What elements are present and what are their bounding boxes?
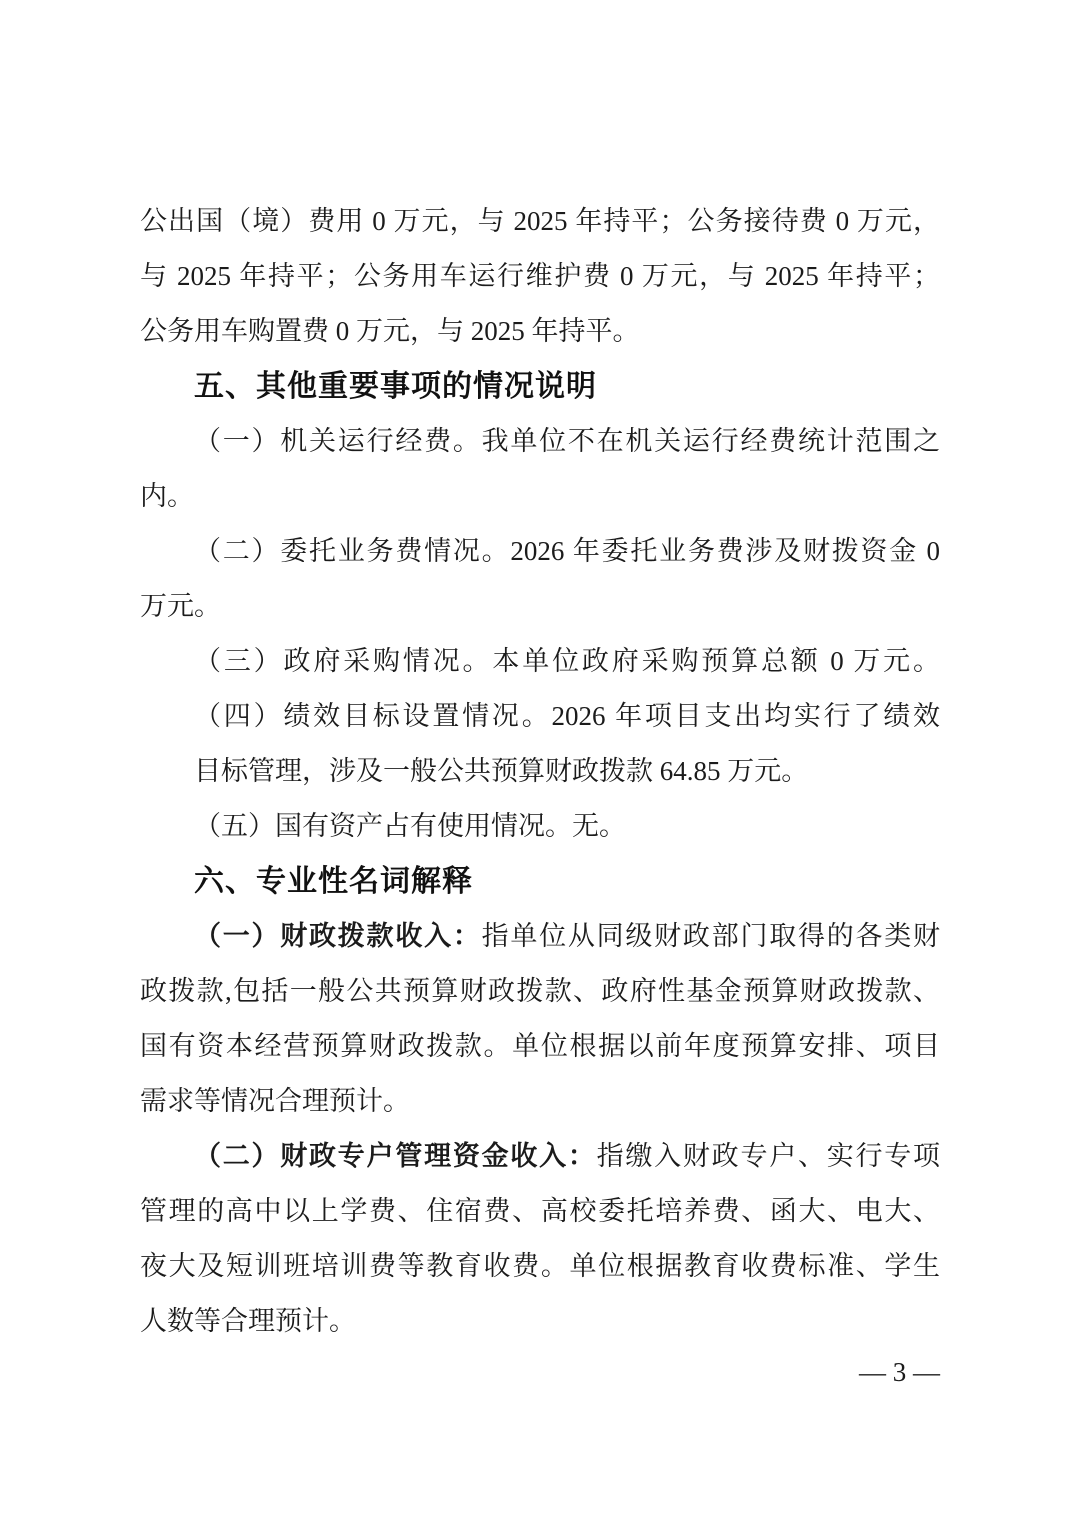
text-line: （一）机关运行经费。我单位不在机关运行经费统计范围之 [194, 426, 940, 456]
text-line: 需求等情况合理预计。 [140, 1086, 410, 1116]
text-line: （二）委托业务费情况。2026 年委托业务费涉及财拨资金 0 [194, 536, 940, 566]
text-line: （五）国有资产占有使用情况。无。 [194, 811, 626, 841]
section5-item-4 [140, 689, 940, 799]
text-line: 万元。 [140, 591, 221, 621]
term-definition-start: 指缴入财政专户、实行专项 [596, 1141, 941, 1171]
page-number: — 3 — [859, 1357, 940, 1387]
document-body [140, 194, 940, 1349]
term-label: （一）财政拨款收入： [194, 921, 482, 951]
section6-item-1 [140, 909, 940, 1129]
text-line: 与 2025 年持平；公务用车运行维护费 0 万元，与 2025 年持平； [140, 261, 940, 291]
paragraph-carryover [140, 194, 940, 359]
text-line: 管理的高中以上学费、住宿费、高校委托培养费、函大、电大、 [140, 1196, 940, 1226]
term-label: （二）财政专户管理资金收入： [194, 1141, 597, 1171]
section5-item-2 [140, 524, 940, 634]
text-line: （三）政府采购情况。本单位政府采购预算总额 0 万元。 [194, 646, 940, 676]
text-line: 人数等合理预计。 [140, 1306, 356, 1336]
section5-item-1 [140, 414, 940, 524]
text-line: 公务用车购置费 0 万元，与 2025 年持平。 [140, 316, 640, 346]
term-definition-start: 指单位从同级财政部门取得的各类财 [481, 921, 941, 951]
text-line: （四）绩效目标设置情况。2026 年项目支出均实行了绩效 [194, 701, 940, 731]
text-line: 政拨款,包括一般公共预算财政拨款、政府性基金预算财政拨款、 [140, 976, 940, 1006]
section5-heading: 五、其他重要事项的情况说明 [194, 370, 597, 403]
section5-item-5 [140, 799, 940, 854]
text-line [140, 909, 940, 964]
section6-item-2 [140, 1129, 940, 1349]
section6-heading: 六、专业性名词解释 [194, 865, 473, 898]
text-line: 目标管理，涉及一般公共预算财政拨款 64.85 万元。 [194, 756, 809, 786]
text-line: 夜大及短训班培训费等教育收费。单位根据教育收费标准、学生 [140, 1251, 940, 1281]
text-line [140, 1129, 940, 1184]
section5-item-3 [140, 634, 940, 689]
text-line: 内。 [140, 481, 194, 511]
text-line: 公出国（境）费用 0 万元，与 2025 年持平；公务接待费 0 万元， [140, 206, 940, 236]
text-line: 国有资本经营预算财政拨款。单位根据以前年度预算安排、项目 [140, 1031, 940, 1061]
